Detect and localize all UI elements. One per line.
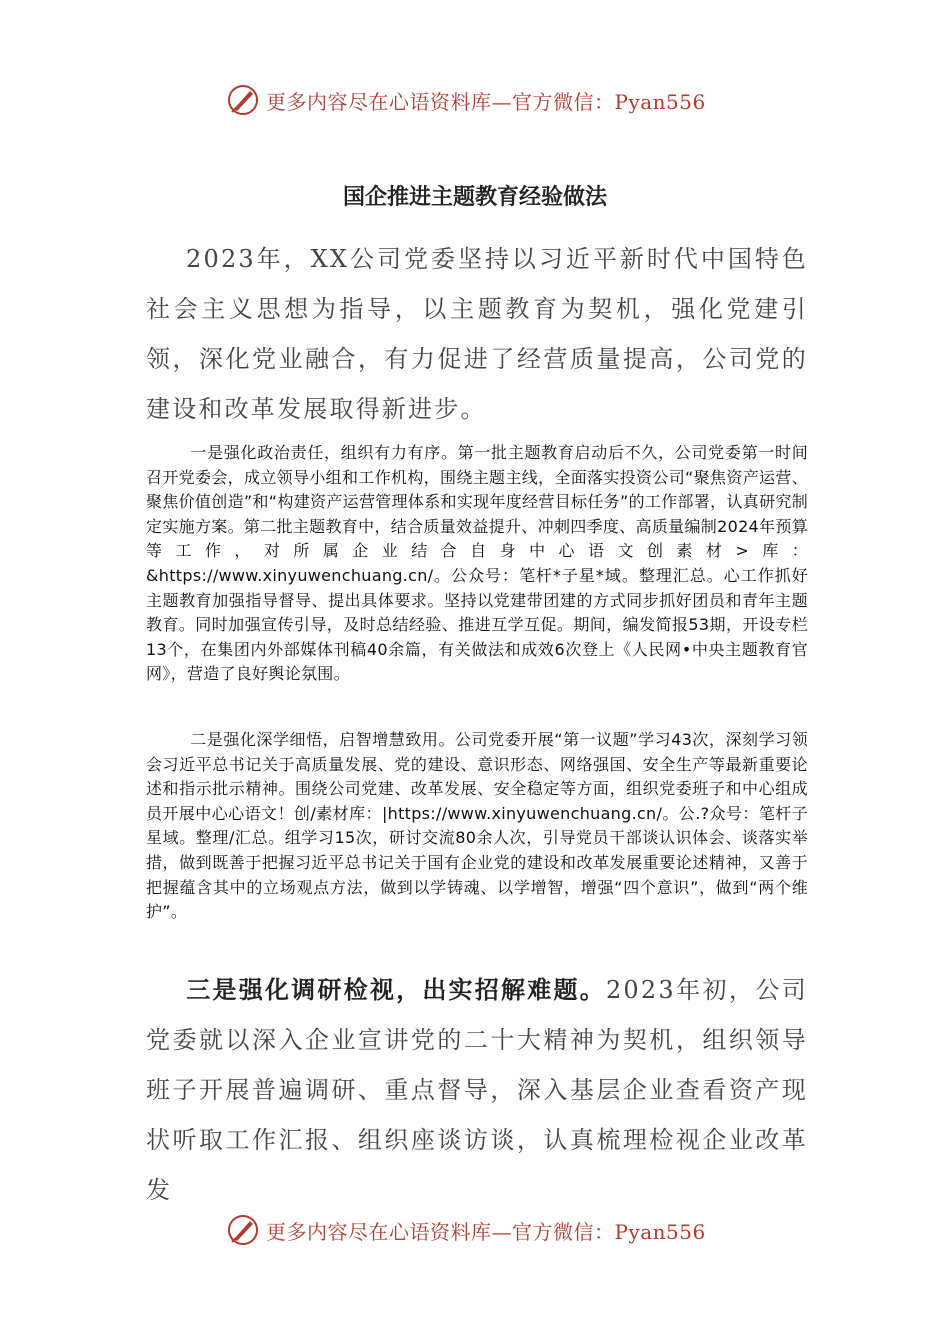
paragraph-one <box>146 441 808 687</box>
watermark-text: 更多内容尽在心语资料库—官方微信：Pyan556 <box>266 1219 706 1244</box>
paragraph-three <box>146 965 808 1215</box>
watermark-banner-top <box>226 82 726 118</box>
paragraph-two-text: 二是强化深学细悟，启智增慧致用。公司党委开展“第一议题”学习43次，深刻学习领会习近平总书记关于高质量发展、党的建设、意识形态、网络强国、安全生产等最新重要论述和指示批示精神。围绕公司党建、改革发展、安全稳定等方面，组织党委班子和中心组成员开展中心心语文！创/素材库：|https://www.xinyuwenchuang.cn/。公.?众号：笔杆子星域。整理/汇总。组学习15次，研讨交流80余人次，引导党员干部谈认识体会、谈落实举措，做到既善于把握习近平总书记关于国有企业党的建设和改革发展重要论述精神，又善于把握蕴含其中的立场观点方法，做到以学铸魂、以学增智，增强“四个意识”，做到“两个维护”。 <box>146 730 808 922</box>
paragraph-three-text: 2023年初，公司党委就以深入企业宣讲党的二十大精神为契机，组织领导班子开展普遍调研、重点督导，深入基层企业查看资产现状听取工作汇报、组织座谈访谈，认真梳理检视企业改革发 <box>146 976 808 1204</box>
document-title: 国企推进主题教育经验做法 <box>342 185 607 210</box>
watermark-text: 更多内容尽在心语资料库—官方微信：Pyan556 <box>266 89 706 114</box>
quill-logo-icon <box>226 83 260 117</box>
intro-text: 2023年，XX公司党委坚持以习近平新时代中国特色社会主义思想为指导，以主题教育为契机，强化党建引领，深化党业融合，有力促进了经营质量提高，公司党的建设和改革发展取得新进步。 <box>146 245 808 423</box>
paragraph-three-lead: 三是强化调研检视，出实招解难题。 <box>186 976 606 1004</box>
intro-paragraph <box>146 234 808 434</box>
quill-logo-icon <box>226 1213 260 1247</box>
paragraph-one-text: 一是强化政治责任，组织有力有序。第一批主题教育启动后不久，公司党委第一时间召开党委会，成立领导小组和工作机构，围绕主题主线，全面落实投资公司“聚焦资产运营、聚焦价值创造”和“构建资产运营管理体系和实现年度经营目标任务”的工作部署，认真研究制定实施方案。第二批主题教育中，结合质量效益提升、冲刺四季度、高质量编制2024年预算等工作，对所属企业结合自身中心语文创素材>库：&https://www.xinyuwenchuang.cn/。公众号：笔杆*子星*域。整理汇总。心工作抓好主题教育加强指导督导、提出具体要求。坚持以党建带团建的方式同步抓好团员和青年主题教育。同时加强宣传引导，及时总结经验、推进互学互促。期间，编发简报53期，开设专栏13个，在集团内外部媒体刊稿40余篇，有关做法和成效6次登上《人民网•中央主题教育官网》，营造了良好舆论氛围。 <box>146 443 808 684</box>
watermark-banner-bottom <box>226 1212 726 1248</box>
paragraph-two <box>146 728 808 925</box>
